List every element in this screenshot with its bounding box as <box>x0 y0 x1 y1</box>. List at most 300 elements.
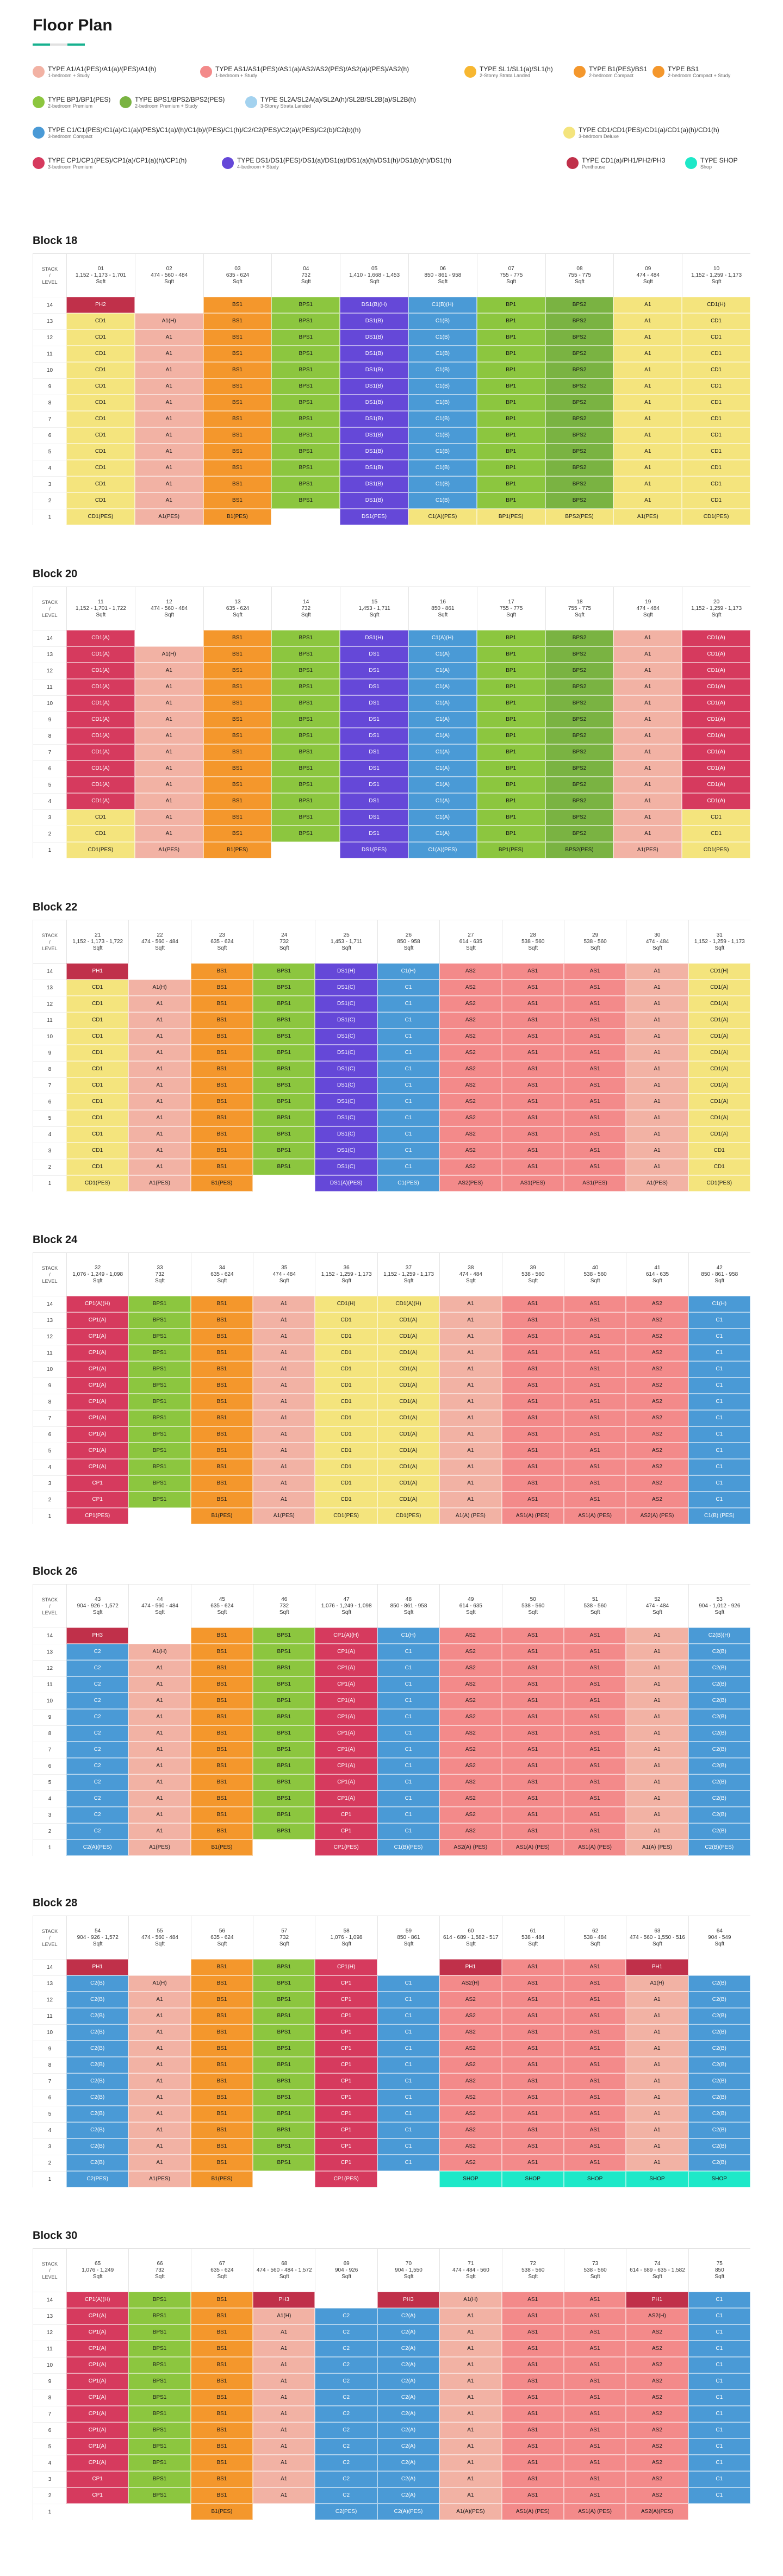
stack-header <box>340 253 408 297</box>
legend-swatch <box>563 127 575 139</box>
stack-number: 60 <box>468 1928 474 1934</box>
unit-cell: A1 <box>439 1426 501 1443</box>
stack-number: 75 <box>716 2260 723 2267</box>
unit-cell: CD1 <box>66 444 135 460</box>
stack-area-unit: Sqft <box>590 1941 600 1947</box>
stack-header <box>271 253 340 297</box>
stack-area-unit: Sqft <box>506 278 517 285</box>
unit-cell: BPS1 <box>271 630 340 646</box>
unit-cell: C1 <box>377 1061 439 1077</box>
stack-area: 474 - 560 - 484 <box>141 938 178 945</box>
unit-cell: A1 <box>253 1426 315 1443</box>
stack-area: 732 <box>155 2267 165 2273</box>
stack-header <box>253 1252 315 1296</box>
unit-cell: SHOP <box>502 2171 564 2187</box>
unit-cell: DS1(B) <box>340 460 408 476</box>
unit-cell: AS2 <box>626 2455 688 2471</box>
legend-swatch <box>574 66 586 78</box>
block-title: Block 28 <box>33 1897 78 1909</box>
unit-cell: BPS1 <box>271 444 340 460</box>
unit-cell: BPS1 <box>253 996 315 1012</box>
unit-cell: CD1 <box>682 476 750 492</box>
unit-cell: BS1 <box>203 826 272 842</box>
stack-header <box>191 1252 253 1296</box>
legend-item <box>245 96 416 109</box>
unit-cell: CP1(A) <box>66 2308 128 2324</box>
unit-cell: AS1 <box>502 1410 564 1426</box>
unit-cell: BP1 <box>477 809 545 826</box>
unit-cell: BPS2 <box>545 444 614 460</box>
stack-header <box>439 1916 501 1959</box>
stack-header <box>682 253 750 297</box>
stack-number: 61 <box>530 1928 536 1934</box>
unit-cell: CD1 <box>66 476 135 492</box>
stack-area-unit: Sqft <box>465 1609 476 1616</box>
unit-cell: CP1(A) <box>66 2406 128 2422</box>
unit-cell: BS1 <box>191 1345 253 1361</box>
unit-cell: A1 <box>613 793 682 809</box>
level-number: 4 <box>33 460 66 476</box>
level-number: 4 <box>33 2455 66 2471</box>
unit-cell: C2(PES) <box>66 2171 128 2187</box>
stack-area-unit: Sqft <box>438 278 448 285</box>
stack-area-unit: Sqft <box>465 1941 476 1947</box>
unit-cell: AS2 <box>439 1758 501 1774</box>
unit-cell: A1(A) (PES) <box>439 1508 501 1524</box>
unit-cell: C1 <box>377 1045 439 1061</box>
unit-cell: C2(B) <box>688 2155 750 2171</box>
unit-cell: CP1(A)(H) <box>66 2292 128 2308</box>
unit-cell: C1 <box>377 2106 439 2122</box>
stack-number: 02 <box>166 265 172 272</box>
stack-area: 538 - 560 <box>583 2267 607 2273</box>
stack-label: STACK <box>41 1265 58 1271</box>
unit-cell: CP1(A) <box>315 1660 377 1676</box>
level-number: 1 <box>33 2171 66 2187</box>
legend-type-sublabel: 2-bedroom Compact + Study <box>668 73 731 78</box>
unit-cell: CD1(PES) <box>682 842 750 858</box>
unit-cell: C2 <box>315 2308 377 2324</box>
unit-cell: C1 <box>688 1328 750 1345</box>
unit-cell: BPS1 <box>271 679 340 695</box>
level-number: 5 <box>33 444 66 460</box>
unit-cell: AS2 <box>439 2090 501 2106</box>
stack-number: 14 <box>303 598 309 605</box>
unit-cell: C2(B) <box>688 1676 750 1693</box>
stack-area-unit: Sqft <box>403 945 414 951</box>
unit-cell: AS1 <box>502 2471 564 2487</box>
unit-cell: A1 <box>439 2341 501 2357</box>
legend-type-sublabel: 1-bedroom + Study <box>215 73 257 78</box>
stack-header <box>203 253 272 297</box>
unit-cell: CD1(A) <box>377 1492 439 1508</box>
unit-cell: BS1 <box>191 1725 253 1742</box>
stack-header <box>613 587 682 630</box>
unit-cell: A1 <box>626 996 688 1012</box>
stack-level-header <box>33 920 66 963</box>
unit-cell: C2 <box>315 2422 377 2438</box>
unit-cell: AS1 <box>502 1492 564 1508</box>
legend-type-label: TYPE B1(PES)/BS1 <box>589 65 648 73</box>
unit-cell: BPS1 <box>128 2471 190 2487</box>
unit-cell: BS1 <box>191 963 253 980</box>
unit-cell: BPS1 <box>253 2122 315 2138</box>
stack-area-unit: Sqft <box>279 1609 289 1616</box>
stack-header <box>191 1916 253 1959</box>
unit-cell: AS2 <box>439 996 501 1012</box>
stack-number: 17 <box>508 598 514 605</box>
stack-header <box>315 1916 377 1959</box>
unit-cell: AS1 <box>564 2024 626 2041</box>
unit-cell: BPS1 <box>253 2057 315 2073</box>
unit-cell: BS1 <box>203 744 272 760</box>
unit-cell: AS1 <box>564 1077 626 1094</box>
unit-cell: AS1 <box>502 1627 564 1644</box>
unit-cell: PH1 <box>626 1959 688 1975</box>
unit-cell: A1 <box>613 744 682 760</box>
level-number: 10 <box>33 1028 66 1045</box>
unit-cell: BPS2 <box>545 712 614 728</box>
unit-cell: BPS2 <box>545 809 614 826</box>
unit-cell: AS1(PES) <box>564 1175 626 1192</box>
unit-cell: DS1 <box>340 760 408 777</box>
unit-cell: C1 <box>377 2138 439 2155</box>
unit-cell: C1 <box>688 1475 750 1492</box>
unit-cell: PH3 <box>66 1627 128 1644</box>
unit-cell: BS1 <box>191 1126 253 1143</box>
unit-cell: C1 <box>377 1774 439 1791</box>
unit-cell: A1 <box>613 728 682 744</box>
stack-area: 850 - 861 - 958 <box>701 1271 738 1277</box>
stack-header <box>626 1252 688 1296</box>
unit-cell: AS2 <box>439 2122 501 2138</box>
unit-cell: AS1 <box>502 1110 564 1126</box>
slash-label: / <box>49 939 51 945</box>
stack-label: STACK <box>41 1596 58 1602</box>
unit-cell: AS2 <box>439 2041 501 2057</box>
level-number: 11 <box>33 679 66 695</box>
legend-type-sublabel: 3-bedroom Premium <box>48 164 93 170</box>
stack-number: 23 <box>219 932 225 938</box>
unit-cell: C2(B) <box>688 1725 750 1742</box>
unit-cell: PH1 <box>439 1959 501 1975</box>
unit-cell: AS2 <box>626 1312 688 1328</box>
unit-cell: AS2 <box>439 1660 501 1676</box>
unit-cell: B1(PES) <box>191 1839 253 1856</box>
stack-number: 39 <box>530 1264 536 1271</box>
unit-cell: CD1 <box>66 346 135 362</box>
block-stack-grid <box>33 920 750 1192</box>
legend-type-sublabel: 3-bedroom Deluxe <box>579 134 619 139</box>
unit-cell: AS1 <box>502 2090 564 2106</box>
stack-number: 21 <box>95 932 101 938</box>
unit-cell: C2(B) <box>688 2138 750 2155</box>
unit-cell: C1 <box>377 1807 439 1823</box>
unit-cell: C1 <box>377 2057 439 2073</box>
unit-cell: C1 <box>377 1725 439 1742</box>
unit-cell: A1 <box>626 1644 688 1660</box>
stack-area: 538 - 560 <box>521 938 545 945</box>
unit-cell: AS1(A) (PES) <box>502 1508 564 1524</box>
unit-cell: AS2 <box>439 1992 501 2008</box>
unit-cell: AS1 <box>502 2406 564 2422</box>
stack-area: 1,152 - 1,259 - 1,173 <box>691 272 742 278</box>
unit-cell: CP1(A) <box>66 2422 128 2438</box>
stack-number: 20 <box>713 598 720 605</box>
unit-cell: AS1 <box>564 1959 626 1975</box>
unit-cell: CP1(A) <box>66 2390 128 2406</box>
unit-cell: AS1 <box>502 2073 564 2090</box>
unit-cell: C1 <box>688 1426 750 1443</box>
level-number: 11 <box>33 2341 66 2357</box>
level-number: 2 <box>33 492 66 509</box>
unit-cell: AS1 <box>564 2106 626 2122</box>
unit-cell: CP1(A) <box>66 1394 128 1410</box>
unit-cell: AS1 <box>502 2487 564 2504</box>
unit-cell: BPS2 <box>545 760 614 777</box>
unit-cell: C2 <box>66 1758 128 1774</box>
stack-area: 1,076 - 1,249 - 1,098 <box>72 1271 123 1277</box>
unit-cell: C1(B)(PES) <box>377 1839 439 1856</box>
unit-cell: BS1 <box>203 492 272 509</box>
level-number: 14 <box>33 1627 66 1644</box>
unit-cell: C2(B) <box>688 1774 750 1791</box>
unit-cell: CD1(A) <box>377 1377 439 1394</box>
unit-cell: CP1(A) <box>315 1758 377 1774</box>
unit-cell: BS1 <box>203 313 272 329</box>
unit-cell: A1 <box>253 2341 315 2357</box>
unit-cell: A1 <box>128 2024 190 2041</box>
unit-cell: AS1 <box>564 1492 626 1508</box>
stack-number: 73 <box>592 2260 599 2267</box>
unit-cell: AS1 <box>502 1094 564 1110</box>
unit-cell: A1 <box>253 1459 315 1475</box>
unit-cell: C1(A) <box>408 760 477 777</box>
stack-header <box>128 1252 190 1296</box>
unit-cell: C1(B) <box>408 476 477 492</box>
level-number: 4 <box>33 1459 66 1475</box>
unit-cell: BS1 <box>191 1807 253 1823</box>
unit-cell: A1 <box>253 1296 315 1312</box>
unit-cell: A1 <box>253 2422 315 2438</box>
unit-cell: BPS1 <box>128 1377 190 1394</box>
unit-cell: CP1 <box>315 2122 377 2138</box>
unit-cell: BP1 <box>477 777 545 793</box>
stack-area-unit: Sqft <box>155 2273 165 2280</box>
unit-cell: AS2 <box>439 2057 501 2073</box>
unit-cell: A1(H) <box>135 646 203 663</box>
unit-cell: AS1 <box>502 1328 564 1345</box>
unit-cell: C2 <box>66 1791 128 1807</box>
unit-cell: BS1 <box>191 1492 253 1508</box>
unit-cell: A1 <box>128 1725 190 1742</box>
unit-cell: CD1 <box>315 1361 377 1377</box>
unit-cell: CD1 <box>66 1159 128 1175</box>
stack-number: 36 <box>343 1264 350 1271</box>
unit-cell: CD1(A) <box>682 712 750 728</box>
stack-area: 614 - 635 <box>459 938 482 945</box>
unit-cell: BPS2 <box>545 313 614 329</box>
unit-cell: C2(A) <box>377 2487 439 2504</box>
unit-cell: A1 <box>253 1394 315 1410</box>
level-number: 2 <box>33 2155 66 2171</box>
stack-area: 635 - 624 <box>210 1271 234 1277</box>
unit-cell: CD1 <box>315 1459 377 1475</box>
level-number: 10 <box>33 2357 66 2373</box>
unit-cell: BPS1 <box>128 1394 190 1410</box>
unit-cell: AS2 <box>439 1725 501 1742</box>
unit-cell: BS1 <box>191 2422 253 2438</box>
unit-cell: SHOP <box>564 2171 626 2187</box>
level-number: 7 <box>33 1742 66 1758</box>
unit-cell: BPS1 <box>253 1725 315 1742</box>
unit-cell: A1 <box>128 1110 190 1126</box>
unit-cell: BS1 <box>203 663 272 679</box>
unit-cell: C2(A) <box>377 2438 439 2455</box>
block-title: Block 26 <box>33 1565 78 1577</box>
unit-cell: AS2 <box>439 1791 501 1807</box>
unit-cell: BPS1 <box>128 1312 190 1328</box>
unit-cell: SHOP <box>688 2171 750 2187</box>
unit-cell: CD1 <box>682 492 750 509</box>
level-number: 5 <box>33 2438 66 2455</box>
unit-cell: B1(PES) <box>191 2171 253 2187</box>
unit-cell: C2(B) <box>688 1992 750 2008</box>
unit-cell: A1 <box>128 1012 190 1028</box>
level-number: 4 <box>33 1126 66 1143</box>
unit-cell: AS1 <box>502 1045 564 1061</box>
unit-cell: A1 <box>626 1126 688 1143</box>
unit-cell: CD1(A) <box>377 1426 439 1443</box>
unit-cell: AS1 <box>502 2008 564 2024</box>
unit-cell: CD1(A) <box>688 1077 750 1094</box>
stack-area-unit: Sqft <box>403 1277 414 1284</box>
block-stack-grid <box>33 1252 750 1524</box>
stack-header <box>135 587 203 630</box>
stack-area: 474 - 560 - 484 <box>141 1602 178 1609</box>
unit-cell: C1 <box>377 1823 439 1839</box>
level-number: 10 <box>33 695 66 712</box>
stack-area-unit: Sqft <box>652 945 662 951</box>
level-number: 6 <box>33 1758 66 1774</box>
unit-cell: A1 <box>439 2455 501 2471</box>
stack-area: 755 - 775 <box>568 272 592 278</box>
block-stack-grid <box>33 253 750 525</box>
unit-cell: AS2 <box>626 1475 688 1492</box>
unit-cell: C2(B) <box>688 2008 750 2024</box>
unit-cell: A1 <box>128 1823 190 1839</box>
unit-cell: C2 <box>315 2487 377 2504</box>
stack-area-unit: Sqft <box>279 945 289 951</box>
unit-cell: CD1(PES) <box>66 842 135 858</box>
legend-type-label: TYPE AS1/AS1(PES)/AS1(a)/AS2/AS2(PES)/AS2(a)/(PES)/AS2(h) <box>215 65 409 73</box>
legend-type-sublabel: Penthouse <box>582 164 606 170</box>
level-number: 8 <box>33 395 66 411</box>
unit-cell: AS2(A) (PES) <box>439 1839 501 1856</box>
stack-area-unit: Sqft <box>92 945 103 951</box>
legend-type-label: TYPE C1/C1(PES)/C1(a)/C1(a)/(PES)/C1(a)/(h)/C1(b)/(PES)/C1(h)/C2/C2(PES)/C2(a)/(PES)/C2(b)/C2(b)(h) <box>48 126 361 134</box>
unit-cell: CD1 <box>66 1094 128 1110</box>
unit-cell: CD1(H) <box>315 1296 377 1312</box>
unit-cell: BPS1 <box>271 826 340 842</box>
unit-cell: CP1 <box>315 2057 377 2073</box>
stack-area-unit: Sqft <box>403 2273 414 2280</box>
unit-cell: A1 <box>613 646 682 663</box>
stack-area: 474 - 484 <box>272 1271 296 1277</box>
level-label: LEVEL <box>42 2274 58 2280</box>
stack-area-unit: Sqft <box>528 1941 538 1947</box>
unit-cell: BPS1 <box>271 695 340 712</box>
unit-cell: A1 <box>439 2373 501 2390</box>
unit-cell: BS1 <box>203 728 272 744</box>
unit-cell: BS1 <box>191 2341 253 2357</box>
unit-cell: A1 <box>128 1693 190 1709</box>
unit-cell: A1 <box>613 630 682 646</box>
unit-cell: BPS1 <box>271 313 340 329</box>
unit-cell: BPS1 <box>253 1807 315 1823</box>
unit-cell: BS1 <box>191 1328 253 1345</box>
unit-cell: A1 <box>613 809 682 826</box>
stack-number: 45 <box>219 1596 225 1602</box>
stack-area: 850 - 861 - 958 <box>424 272 462 278</box>
unit-cell: CD1(A) <box>66 712 135 728</box>
unit-cell: AS1(A) (PES) <box>502 2504 564 2520</box>
unit-cell: BP1 <box>477 297 545 313</box>
unit-cell: CP1 <box>315 2073 377 2090</box>
legend-swatch <box>652 66 664 78</box>
unit-cell: DS1(B) <box>340 378 408 395</box>
unit-cell: AS1 <box>502 1992 564 2008</box>
unit-cell: BS1 <box>191 1992 253 2008</box>
stack-area: 732 <box>301 272 311 278</box>
unit-cell: BP1 <box>477 728 545 744</box>
unit-cell: BS1 <box>203 695 272 712</box>
unit-cell: BPS1 <box>253 1126 315 1143</box>
stack-number: 35 <box>281 1264 288 1271</box>
stack-area-unit: Sqft <box>301 278 311 285</box>
unit-cell: BS1 <box>191 2487 253 2504</box>
unit-cell: C1 <box>688 2390 750 2406</box>
level-number: 1 <box>33 509 66 525</box>
unit-cell: CD1 <box>682 809 750 826</box>
unit-cell: A1 <box>128 2122 190 2138</box>
unit-cell: BS1 <box>191 1045 253 1061</box>
unit-cell: AS1 <box>502 1143 564 1159</box>
unit-cell: AS1(PES) <box>502 1175 564 1192</box>
unit-cell: AS2 <box>439 2106 501 2122</box>
stack-area-unit: Sqft <box>465 1277 476 1284</box>
unit-cell: C1(A) <box>408 728 477 744</box>
unit-cell: A1 <box>626 2138 688 2155</box>
unit-cell: AS1 <box>564 2008 626 2024</box>
level-number: 1 <box>33 1175 66 1192</box>
legend-swatch <box>33 96 45 108</box>
unit-cell: A1 <box>253 2438 315 2455</box>
unit-cell: AS1 <box>564 1410 626 1426</box>
unit-cell: A1 <box>613 679 682 695</box>
stack-area: 1,152 - 1,701 - 1,722 <box>75 605 126 612</box>
unit-cell: A1 <box>439 2471 501 2487</box>
unit-cell: BPS1 <box>253 2024 315 2041</box>
unit-cell: A1 <box>613 313 682 329</box>
unit-cell: AS1(A) (PES) <box>564 1508 626 1524</box>
level-number: 14 <box>33 630 66 646</box>
unit-cell: C2 <box>315 2324 377 2341</box>
unit-cell: BPS2 <box>545 378 614 395</box>
unit-cell: CD1 <box>315 1312 377 1328</box>
level-number: 2 <box>33 1492 66 1508</box>
unit-cell: C2(A) <box>377 2390 439 2406</box>
